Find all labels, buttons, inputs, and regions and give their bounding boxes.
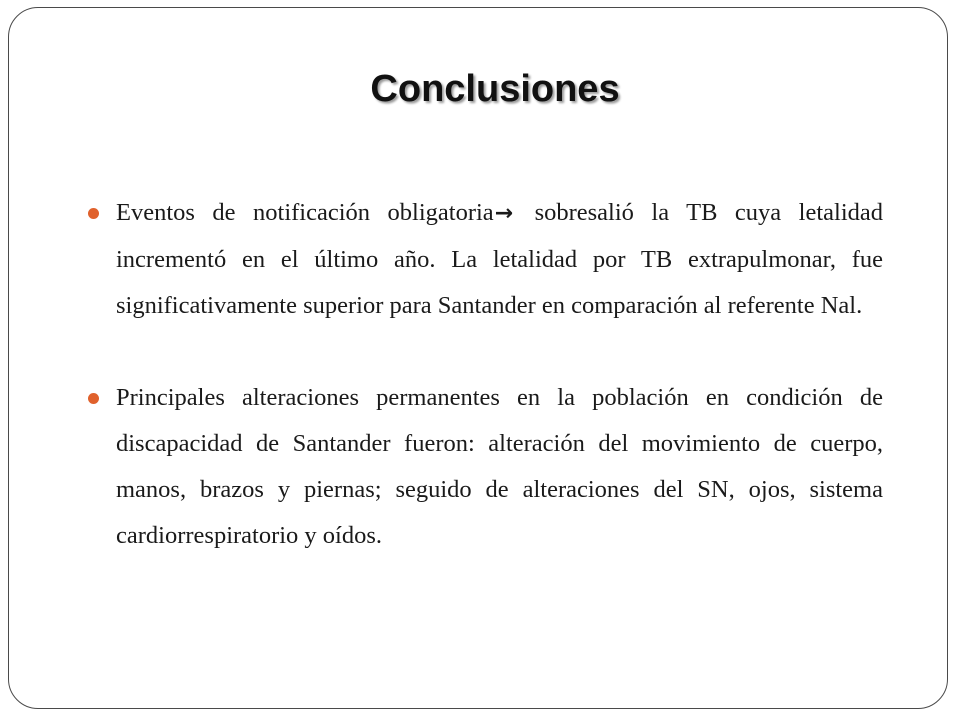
bullet-list [116,190,883,559]
bullet-body-text: Principales alteraciones permanentes en la población en condición de discapacidad de Santander fueron: alteración del movimiento de cuerpo, manos, brazos y piernas; seguido de alteraciones del SN, ojos, sistema cardiorrespiratorio y oídos. [116,384,883,549]
bullet-dot-icon [88,208,99,219]
bullet-body-text: sobresalió la TB cuya letalidad incrementó en el último año. La letalidad por TB extrapulmonar, fue significativamente superior para Santander en comparación al referente Nal. [116,199,883,319]
right-arrow-icon: → [494,201,514,226]
bullet-lead-text: Eventos de notificación obligatoria [116,199,494,226]
bullet-dot-icon [88,393,99,404]
bullet-item-discapacidad [116,375,883,559]
bullet-item-notificacion [116,190,883,329]
slide-title: Conclusiones [370,68,620,110]
